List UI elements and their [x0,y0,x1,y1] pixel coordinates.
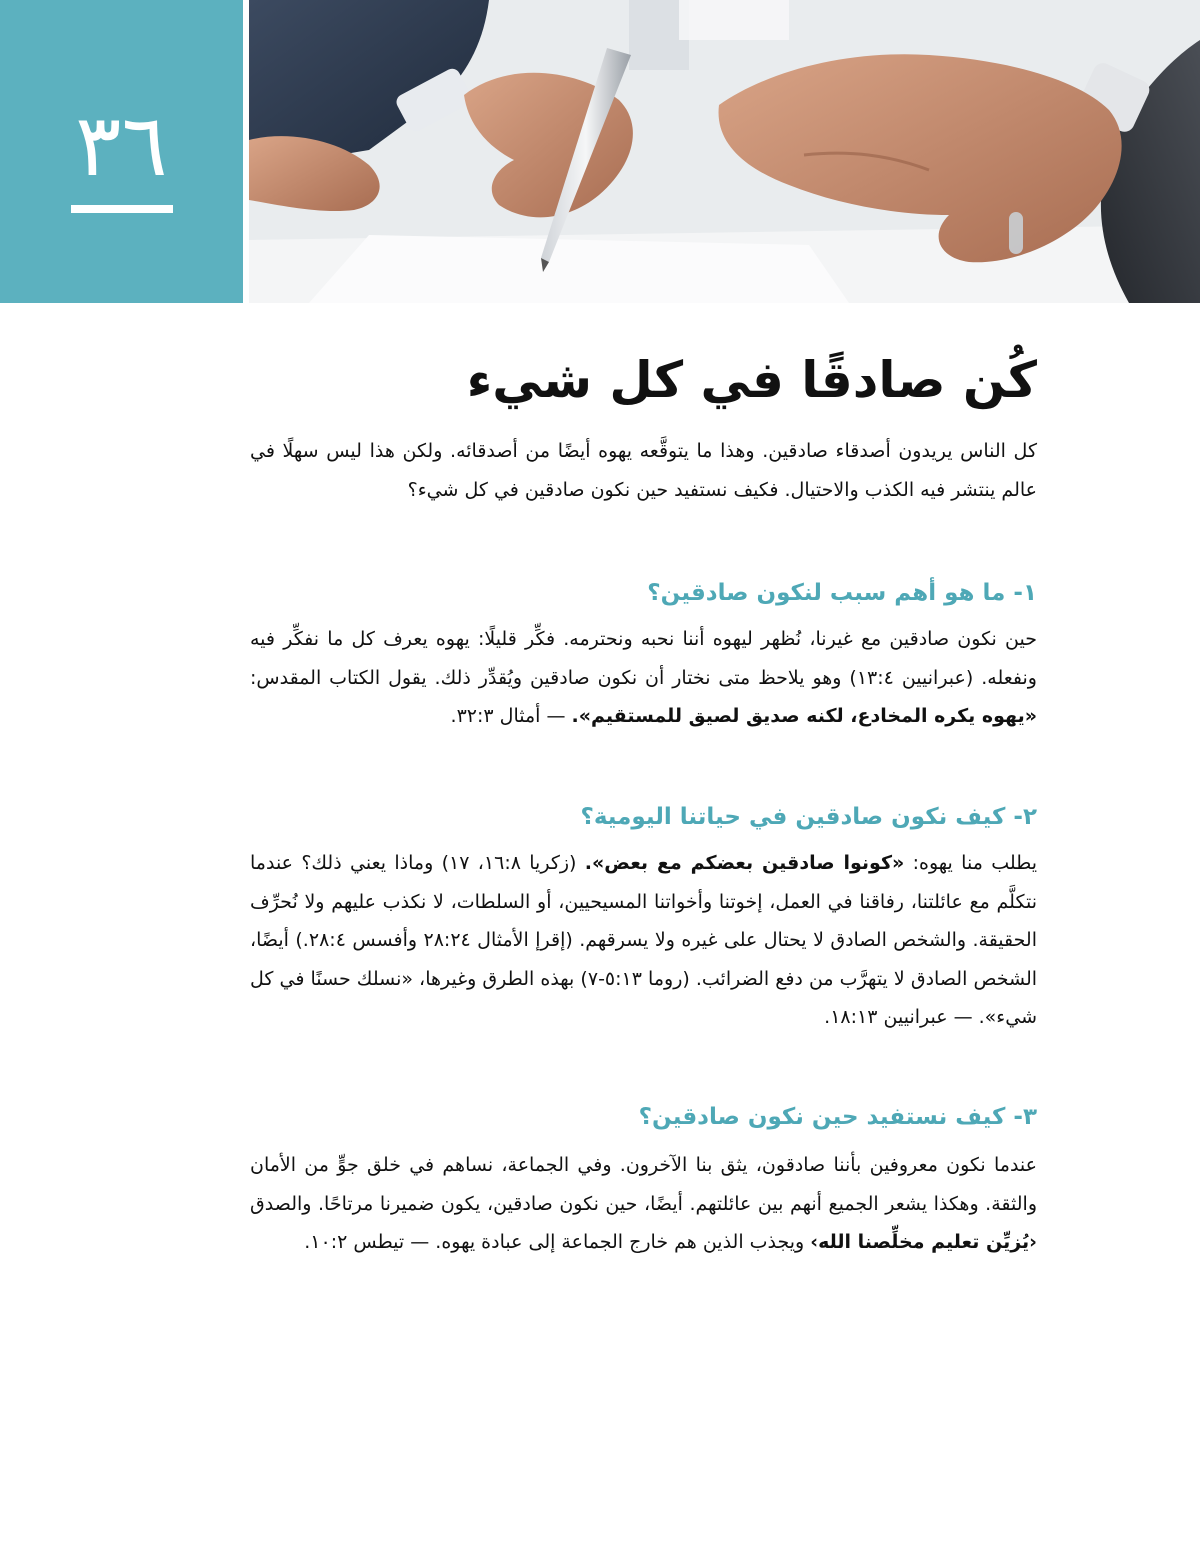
handshake-and-pen-signing-photo [249,0,1200,303]
section-3-heading [137,1100,1037,1134]
lesson-number-box [0,0,243,303]
section-3-paragraph [250,1146,1037,1262]
section-2-heading [137,800,1037,834]
section-3-text: عندما نكون معروفين بأننا صادقون، يثق بنا الآخرون. وفي الجماعة، نساهم في خلق جوٍّ من الأمان والثقة. وهكذا يشعر الجميع أنهم بين عائلتهم. أيضًا، حين نكون صادقين، يكون ضميرنا مرتاحًا. والصدق [250,1154,1037,1215]
section-2-text: يطلب منا يهوه: [904,852,1038,874]
page-title: كُن صادقًا في كل شيء [466,351,1037,409]
section-3-title: كيف نستفيد حين نكون صادقين؟ [638,1104,1006,1130]
section-3-quote: ‹يُزيِّن تعليم مخلِّصنا الله› [810,1231,1037,1253]
section-1-text: حين نكون صادقين مع غيرنا، نُظهر ليهوه أننا نحبه ونحترمه. فكِّر قليلًا: يهوه يعرف كل ما نفكِّر فيه ونفعله. (عبرانيين ٤:‏١٣) وهو يلاحظ متى نختار أن نكون صادقين ويُقدِّر ذلك. يقول الكتاب المقدس: [250,628,1037,689]
section-2-title: كيف نكون صادقين في حياتنا اليومية؟ [580,804,1006,830]
lesson-number: ٣٦ [75,96,168,196]
section-2-paragraph [250,844,1037,1037]
section-2-text-continued: (زكريا ٨:‏١٦، ١٧) وماذا يعني ذلك؟ عندما نتكلَّم مع عائلتنا، رفاقنا في العمل، إخوتنا وأخواتنا المسيحيين، أو السلطات، لا نكذب عليهم ولا نُحرِّف الحقيقة. والشخص الصادق لا يحتال على غيره ولا يسرقهم. (إقرإ الأمثال ٢٤:‏٢٨ وأفسس ٤:‏٢٨.) أيضًا، الشخص الصادق لا يتهرَّب من دفع الضرائب. (روما ١٣:‏٥-‏٧) بهذه الطرق وغيرها، «نسلك حسنًا في كل شيء». — عبرانيين ١٣:‏١٨. [250,852,1038,1028]
section-2-number: ٢- [1013,804,1037,830]
section-1-paragraph [250,620,1037,736]
section-1-quote: «يهوه يكره المخادع، لكنه صديق لصيق للمستقيم». [571,705,1037,727]
section-1-title: ما هو أهم سبب لنكون صادقين؟ [647,580,1006,606]
section-3-text-continued: ويجذب الذين هم خارج الجماعة إلى عبادة يهوه. — تيطس ٢:‏١٠. [304,1231,811,1253]
section-3-number: ٣- [1013,1104,1037,1130]
section-2-quote: «كونوا صادقين بعضكم مع بعض». [584,852,905,874]
lesson-number-underline [71,205,173,213]
intro-paragraph: كل الناس يريدون أصدقاء صادقين. وهذا ما يتوقَّعه يهوه أيضًا من أصدقائه. ولكن هذا ليس سهلًا في عالم ينتشر فيه الكذب والاحتيال. فكيف نستفيد حين نكون صادقين في كل شيء؟ [250,440,1037,501]
section-1-citation: — أمثال ٣:‏٣٢. [450,705,572,727]
section-1-number: ١- [1013,580,1037,606]
section-1-heading [137,576,1037,610]
header-banner [0,0,1200,303]
